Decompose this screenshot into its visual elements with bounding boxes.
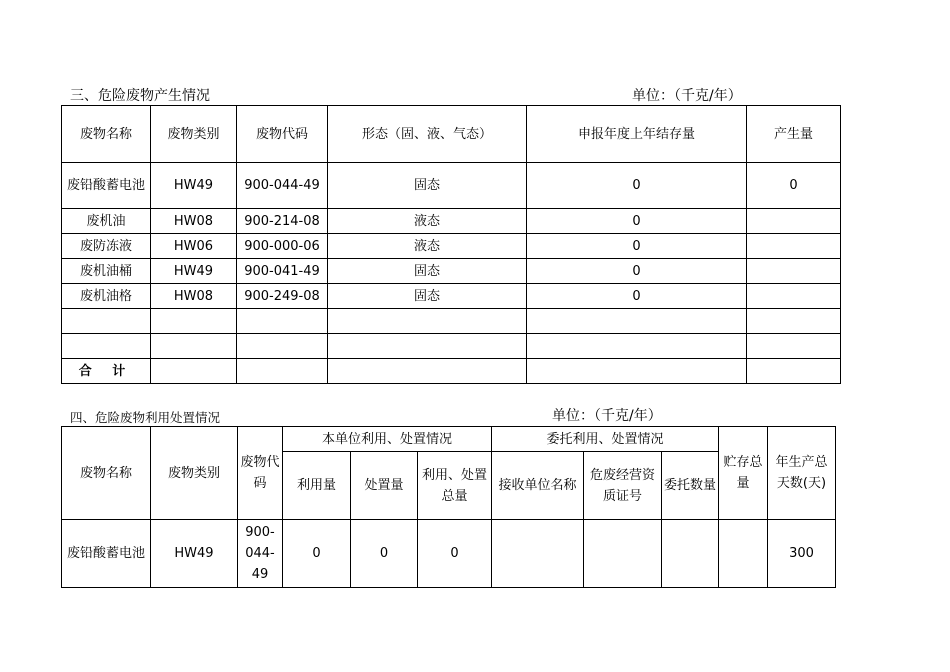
table-row [62,520,836,588]
cell-form: 固态 [328,163,527,209]
cell-prev-stock: 0 [527,163,747,209]
header-waste-code: 废物代码 [237,106,328,163]
header-waste-category: 废物类别 [151,106,237,163]
header-prev-stock: 申报年度上年结存量 [527,106,747,163]
cell-waste-name: 废机油 [62,209,151,234]
cell-receiver [492,520,584,588]
cell-category: HW06 [151,234,237,259]
cell-waste-name: 废防冻液 [62,234,151,259]
cell-generated: 0 [747,163,841,209]
table-row [62,209,841,234]
cell-empty [747,309,841,334]
cell-empty [62,334,151,359]
cell-empty [527,309,747,334]
table-row [62,284,841,309]
table-row [62,163,841,209]
header-form: 形态（固、液、气态） [328,106,527,163]
header-waste-name: 废物名称 [62,106,151,163]
cell-self-total: 0 [418,520,492,588]
total-row [62,359,841,384]
cell-self-use: 0 [283,520,351,588]
table-row-empty [62,334,841,359]
header-self-group: 本单位利用、处置情况 [283,427,492,452]
cell-code: 900-000-06 [237,234,328,259]
cell-form: 液态 [328,209,527,234]
section3-title: 三、危险废物产生情况 [70,88,210,104]
cell-code: 900-249-08 [237,284,328,309]
cell-form: 固态 [328,259,527,284]
cell-empty [151,334,237,359]
cell-production-days: 300 [768,520,836,588]
cell-entrust-qty [662,520,719,588]
header-self-dispose: 处置量 [351,452,418,520]
header-receiver: 接收单位名称 [492,452,584,520]
cell-prev-stock: 0 [527,234,747,259]
table-row [62,234,841,259]
header-generated: 产生量 [747,106,841,163]
cell-prev-stock: 0 [527,259,747,284]
total-label: 合 计 [62,359,151,384]
cell-prev-stock: 0 [527,284,747,309]
cell-category: HW49 [151,520,238,588]
cell-storage [719,520,768,588]
header-self-total: 利用、处置总量 [418,452,492,520]
cell-empty [527,334,747,359]
cell-license [584,520,662,588]
cell-empty [747,334,841,359]
header-waste-code: 废物代码 [238,427,283,520]
cell-prev-stock: 0 [527,209,747,234]
header-license: 危废经营资质证号 [584,452,662,520]
cell-empty [328,309,527,334]
section4-title: 四、危险废物利用处置情况 [70,410,221,425]
cell-self-dispose: 0 [351,520,418,588]
cell-code: 900-041-49 [237,259,328,284]
cell-category: HW49 [151,259,237,284]
cell-empty [747,359,841,384]
header-entrust-qty: 委托数量 [662,452,719,520]
header-waste-name: 废物名称 [62,427,151,520]
section3-unit: 单位：（千克/年） [632,88,742,104]
cell-waste-name: 废铅酸蓄电池 [62,163,151,209]
cell-empty [328,334,527,359]
waste-generation-table [61,105,841,384]
table-row [62,259,841,284]
cell-waste-name: 废铅酸蓄电池 [62,520,151,588]
cell-form: 固态 [328,284,527,309]
cell-waste-name: 废机油格 [62,284,151,309]
table-header-row [62,427,836,452]
cell-generated [747,259,841,284]
cell-empty [237,359,328,384]
cell-empty [62,309,151,334]
cell-empty [237,334,328,359]
table-header-row [62,106,841,163]
cell-empty [151,359,237,384]
cell-category: HW08 [151,284,237,309]
header-waste-category: 废物类别 [151,427,238,520]
cell-category: HW08 [151,209,237,234]
header-storage-total: 贮存总量 [719,427,768,520]
section4-unit: 单位：（千克/年） [552,408,662,424]
header-production-days: 年生产总天数(天) [768,427,836,520]
cell-code: 900-044-49 [237,163,328,209]
cell-code: 900-214-08 [237,209,328,234]
header-entrust-group: 委托利用、处置情况 [492,427,719,452]
waste-disposal-table [61,426,836,588]
table-row-empty [62,309,841,334]
cell-empty [151,309,237,334]
header-self-use: 利用量 [283,452,351,520]
cell-empty [527,359,747,384]
cell-empty [328,359,527,384]
cell-waste-name: 废机油桶 [62,259,151,284]
cell-code: 900-044-49 [238,520,283,588]
cell-generated [747,209,841,234]
cell-generated [747,234,841,259]
cell-empty [237,309,328,334]
cell-category: HW49 [151,163,237,209]
cell-form: 液态 [328,234,527,259]
cell-generated [747,284,841,309]
